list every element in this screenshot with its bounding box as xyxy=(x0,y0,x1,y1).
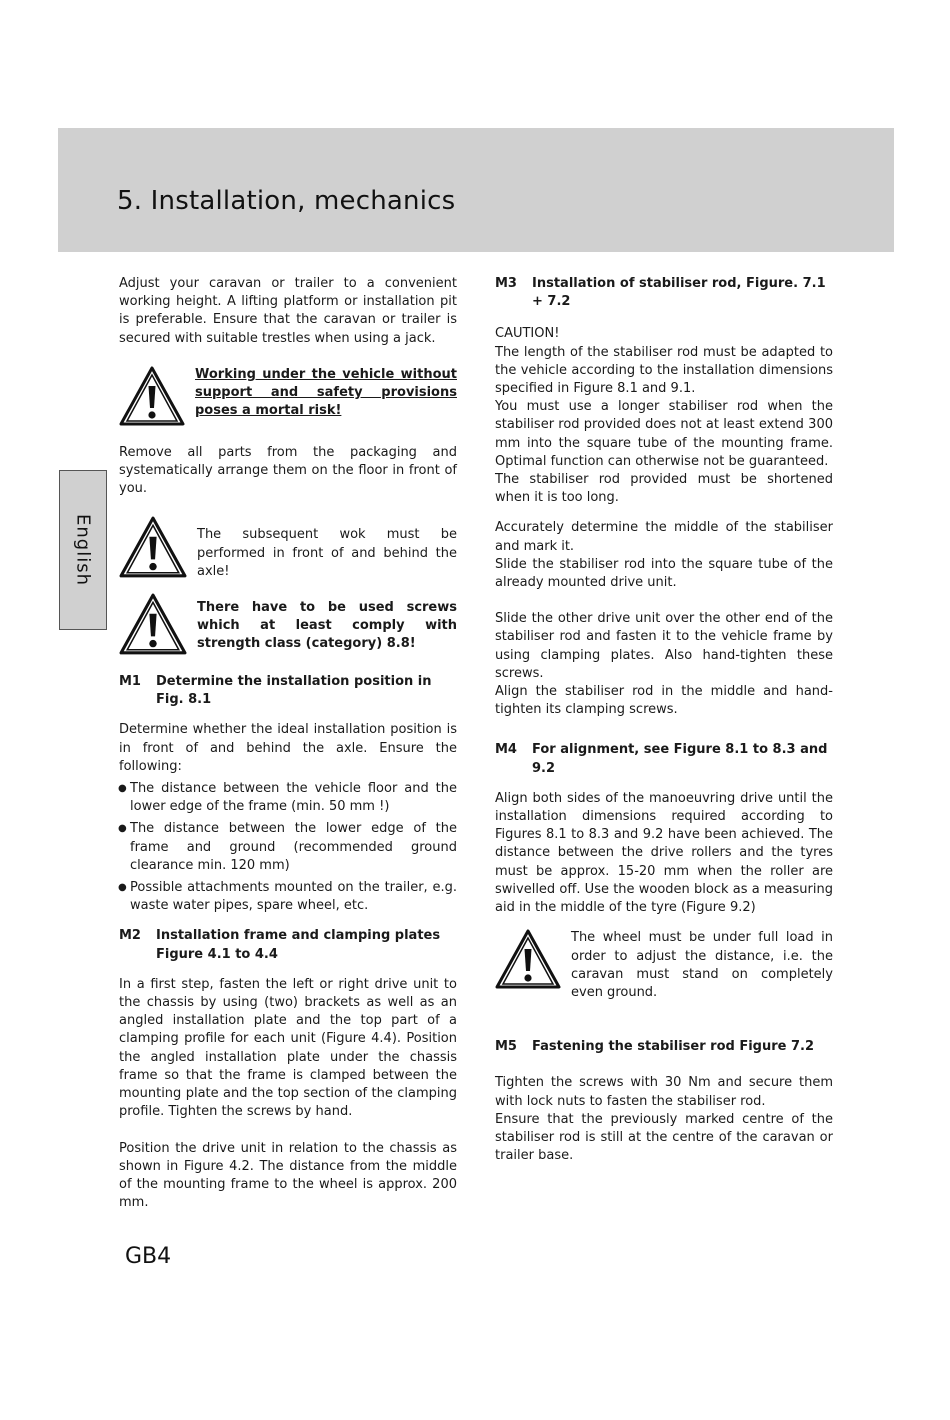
warning-text-screws: There have to be used screws which at least comply with strength class (category) 8.8! xyxy=(197,600,457,652)
warning-block-full-load xyxy=(495,929,833,1002)
list-item: ● The distance between the lower edge of the frame and ground (recommended ground clearance min. 120 mm) xyxy=(119,820,457,875)
warning-triangle-icon xyxy=(495,929,561,989)
warning-block-screws xyxy=(119,593,457,655)
section-number: M1 xyxy=(119,674,141,690)
section-title-line2: Figure 4.1 to 4.4 xyxy=(156,946,278,962)
m3-paragraph-6: Slide the other drive unit over the other end of the stabiliser rod and fasten it to the vehicle frame by using clamping plates. Also hand-tighten these screws. xyxy=(495,611,833,681)
language-tab-label: English xyxy=(72,514,94,586)
header-band xyxy=(58,128,894,252)
m2-body-2: Position the drive unit in relation to the chassis as shown in Figure 4.2. The distance from the middle of the mounting frame to the wheel is approx. 200 mm. xyxy=(119,1140,457,1211)
section-number: M2 xyxy=(119,928,141,944)
m3-paragraph-3: The stabiliser rod provided must be shortened when it is too long. xyxy=(495,472,833,506)
language-tab xyxy=(59,470,107,630)
section-heading-m1 xyxy=(119,673,457,709)
section-title: Determine the installation position in Fig. 8.1 xyxy=(156,674,432,708)
section-title: Installation of stabiliser rod, Figure. 7.1 + 7.2 xyxy=(532,276,826,310)
warning-block-mortal-risk xyxy=(119,366,457,426)
caution-label: CAUTION! xyxy=(495,326,560,342)
warning-triangle-icon xyxy=(119,516,187,578)
m3-paragraph-5: Slide the stabiliser rod into the square tube of the already mounted drive unit. xyxy=(495,556,833,591)
page-title: 5. Installation, mechanics xyxy=(117,186,456,216)
warning-text-axle: The subsequent wok must be performed in front of and behind the axle! xyxy=(197,527,457,579)
list-item: ● The distance between the vehicle floor and the lower edge of the frame (min. 50 mm !) xyxy=(119,780,457,816)
section-number: M3 xyxy=(495,276,517,291)
section-number: M5 xyxy=(495,1039,517,1055)
list-item: ● Possible attachments mounted on the trailer, e.g. waste water pipes, spare wheel, etc. xyxy=(119,879,457,915)
m3-paragraph-4: Accurately determine the middle of the stabiliser and mark it. xyxy=(495,520,833,554)
right-column xyxy=(495,275,833,1165)
warning-triangle-icon xyxy=(119,366,185,426)
section-title xyxy=(156,927,457,963)
page-number: GB4 xyxy=(125,1244,172,1269)
section-heading-m3 xyxy=(495,275,833,311)
m1-bullet-list xyxy=(119,780,457,915)
intro-paragraph: Adjust your caravan or trailer to a convenient working height. A lifting platform or installation pit is preferable. Ensure that the caravan or trailer is secured with suitable trestles when using a jack. xyxy=(119,276,457,346)
remove-parts-paragraph: Remove all parts from the packaging and systematically arrange them on the floor in front of you. xyxy=(119,444,457,497)
m3-paragraph-1: The length of the stabiliser rod must be adapted to the vehicle according to the installation dimensions specified in Figure 8.1 and 9.1. xyxy=(495,344,833,397)
m3-paragraph-7: Align the stabiliser rod in the middle and hand-tighten its clamping screws. xyxy=(495,684,833,718)
section-heading-m2 xyxy=(119,927,457,963)
warning-text-full-load: The wheel must be under full load in order to adjust the distance, i.e. the caravan must stand on completely even ground. xyxy=(571,930,833,1000)
section-title: For alignment, see Figure 8.1 to 8.3 and 9.2 xyxy=(532,742,828,776)
left-column xyxy=(119,275,457,1212)
warning-block-axle xyxy=(119,516,457,581)
warning-text-mortal-risk: Working under the vehicle without support and safety provisions poses a mortal risk! xyxy=(195,366,457,419)
m1-body: Determine whether the ideal installation position is in front of and behind the axle. Ensure the following: xyxy=(119,722,457,774)
section-heading-m4 xyxy=(495,741,833,777)
m5-paragraph-2: Ensure that the previously marked centre of the stabiliser rod is still at the centre of the caravan or trailer base. xyxy=(495,1111,833,1164)
section-title: Fastening the stabiliser rod Figure 7.2 xyxy=(532,1039,815,1055)
warning-triangle-icon xyxy=(119,593,187,655)
m4-body: Align both sides of the manoeuvring drive until the installation dimensions required according to Figures 8.1 to 8.3 and 9.2 have been achieved. The distance between the drive rollers and the tyres must be approx. 15-20 mm when the roller are swivelled off. Use the wooden block as a measuring aid in the middle of the tyre (Figure 9.2) xyxy=(495,790,833,916)
section-title-line1: Installation frame and clamping plates xyxy=(156,928,441,944)
m5-paragraph-1: Tighten the screws with 30 Nm and secure them with lock nuts to fasten the stabiliser rod. xyxy=(495,1075,833,1109)
m2-body-1: In a first step, fasten the left or right drive unit to the chassis by using (two) brackets as well as an angled installation plate and the top part of a clamping profile for each unit (Figure 4.4). Position the angled installation plate under the chassis frame so that the frame is clamped between the mounting plate and the top section of the clamping profile. Tighten the screws by hand. xyxy=(119,976,457,1120)
m3-paragraph-2: You must use a longer stabiliser rod when the stabiliser rod provided does not at least extend 300 mm into the square tube of the mounting frame. Optimal function can otherwise not be guaranteed. xyxy=(495,399,833,469)
section-number: M4 xyxy=(495,742,517,758)
section-heading-m5 xyxy=(495,1038,833,1056)
